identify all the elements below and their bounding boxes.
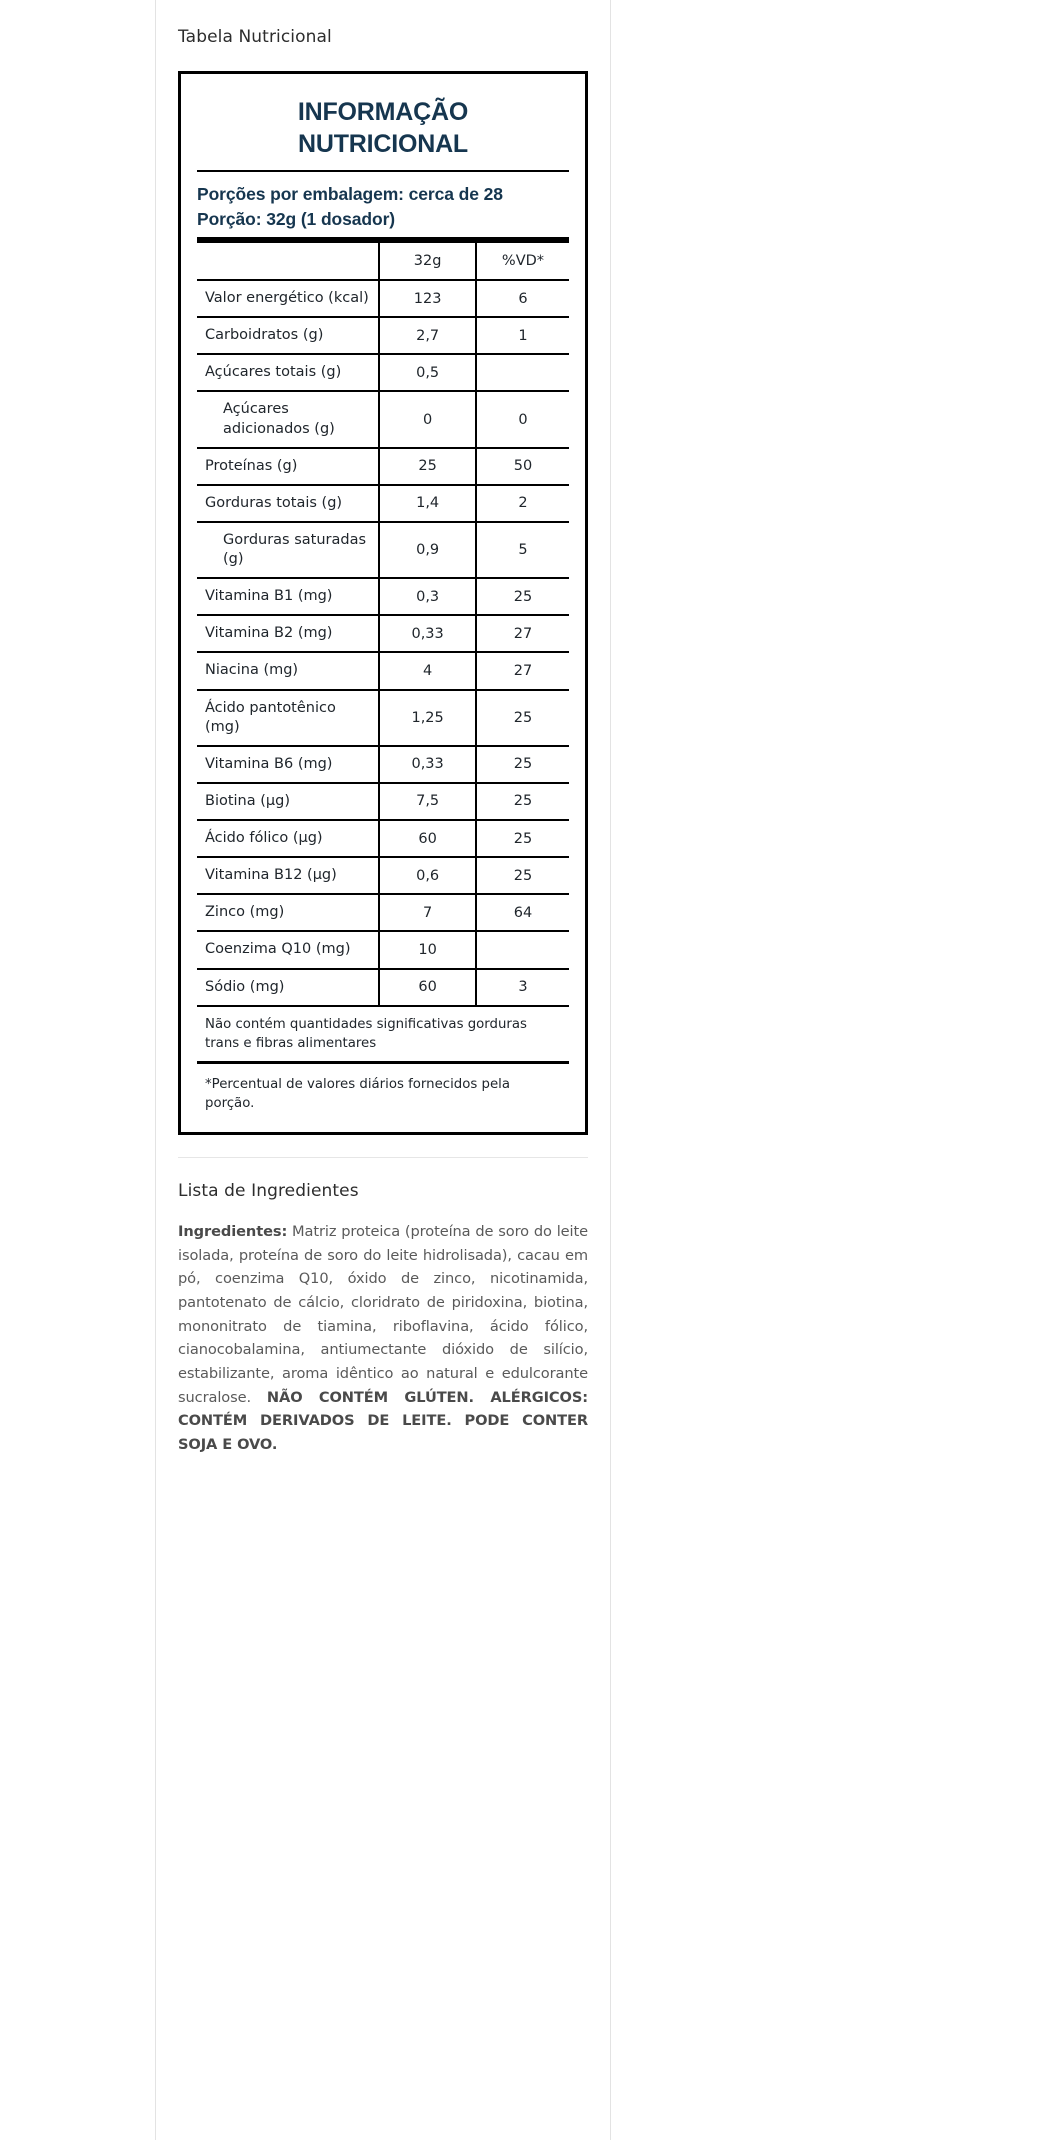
- nutrition-facts-box: [178, 71, 588, 1135]
- nutrition-facts-title: [197, 92, 569, 170]
- table-row: [197, 485, 569, 522]
- nutrition-facts-title-line2: NUTRICIONAL: [297, 130, 468, 158]
- nutrient-label: Açúcares adicionados (g): [197, 391, 379, 447]
- nutrient-label: Valor energético (kcal): [197, 280, 379, 317]
- product-info-panel: [155, 0, 611, 2140]
- nutrient-amount: 0,5: [379, 354, 476, 391]
- table-row: [197, 578, 569, 615]
- table-row: [197, 746, 569, 783]
- serving-info: [197, 182, 569, 231]
- column-header-daily-value: %VD*: [476, 243, 569, 280]
- nutrient-label: Vitamina B12 (µg): [197, 857, 379, 894]
- nutrient-daily-value: 6: [476, 280, 569, 317]
- nutrient-label: Niacina (mg): [197, 652, 379, 689]
- table-row: [197, 783, 569, 820]
- table-row: [197, 448, 569, 485]
- nutrient-daily-value: 50: [476, 448, 569, 485]
- servings-per-package: Porções por embalagem: cerca de 28: [197, 184, 503, 204]
- table-row: [197, 522, 569, 578]
- nutrient-amount: 1,4: [379, 485, 476, 522]
- nutrient-amount: 7,5: [379, 783, 476, 820]
- column-header-amount: 32g: [379, 243, 476, 280]
- ingredients-paragraph: [178, 1220, 588, 1456]
- nutrient-amount: 123: [379, 280, 476, 317]
- nutrient-daily-value: 25: [476, 857, 569, 894]
- nutrient-label: Proteínas (g): [197, 448, 379, 485]
- table-row: [197, 931, 569, 968]
- nutrient-amount: 60: [379, 969, 476, 1006]
- nutrient-amount: 10: [379, 931, 476, 968]
- table-row: [197, 690, 569, 746]
- nutrient-label: Biotina (µg): [197, 783, 379, 820]
- nutrient-daily-value: 5: [476, 522, 569, 578]
- nutrient-daily-value: 25: [476, 820, 569, 857]
- table-row: [197, 280, 569, 317]
- nutrient-amount: 7: [379, 894, 476, 931]
- nutrient-label: Gorduras saturadas (g): [197, 522, 379, 578]
- nutrient-amount: 60: [379, 820, 476, 857]
- nutrient-amount: 0,33: [379, 746, 476, 783]
- nutrition-facts-table-body: [197, 280, 569, 1006]
- nutrient-daily-value: 64: [476, 894, 569, 931]
- table-header-row: [197, 243, 569, 280]
- table-row: [197, 857, 569, 894]
- ingredients-label: Ingredientes:: [178, 1223, 288, 1241]
- table-row: [197, 652, 569, 689]
- nutrient-label: Sódio (mg): [197, 969, 379, 1006]
- nutrient-daily-value: 1: [476, 317, 569, 354]
- nutrient-label: Açúcares totais (g): [197, 354, 379, 391]
- title-divider: [197, 170, 569, 172]
- ingredients-text: Matriz proteica (proteína de soro do leite isolada, proteína de soro do leite hidrolisada), cacau em pó, coenzima Q10, óxido de zinco, nicotinamida, pantotenato de cálcio, cloridrato de piridoxina, biotina, mononitrato de tiamina, riboflavina, ácido fólico, cianocobalamina, antiumectante dióxido de silício, estabilizante, aroma idêntico ao natural e edulcorante sucralose.: [178, 1223, 588, 1406]
- table-row: [197, 615, 569, 652]
- table-row: [197, 391, 569, 447]
- nutrition-facts-table: [197, 243, 569, 1007]
- nutrient-amount: 1,25: [379, 690, 476, 746]
- nutrient-daily-value: 25: [476, 783, 569, 820]
- nutrient-amount: 0: [379, 391, 476, 447]
- nutrient-daily-value: 27: [476, 615, 569, 652]
- daily-value-footnote: *Percentual de valores diários fornecidos pela porção.: [205, 1077, 510, 1112]
- section-divider: [178, 1157, 588, 1158]
- column-header-label: [197, 243, 379, 280]
- nutrient-amount: 25: [379, 448, 476, 485]
- nutrient-amount: 0,3: [379, 578, 476, 615]
- nutrient-label: Gorduras totais (g): [197, 485, 379, 522]
- nutrient-label: Ácido pantotênico (mg): [197, 690, 379, 746]
- table-row: [197, 969, 569, 1006]
- nutrient-daily-value: 25: [476, 746, 569, 783]
- nutrient-daily-value: [476, 354, 569, 391]
- table-row: [197, 317, 569, 354]
- nutrient-amount: 0,6: [379, 857, 476, 894]
- nutrient-label: Ácido fólico (µg): [197, 820, 379, 857]
- table-row: [197, 354, 569, 391]
- nutrient-label: Vitamina B1 (mg): [197, 578, 379, 615]
- nutrient-daily-value: 25: [476, 578, 569, 615]
- nutrient-amount: 0,9: [379, 522, 476, 578]
- serving-size: Porção: 32g (1 dosador): [197, 208, 396, 229]
- nutrient-label: Vitamina B6 (mg): [197, 746, 379, 783]
- nutrition-note: Não contém quantidades significativas gorduras trans e fibras alimentares: [205, 1016, 527, 1051]
- nutrient-label: Coenzima Q10 (mg): [197, 931, 379, 968]
- nutrient-label: Carboidratos (g): [197, 317, 379, 354]
- nutrient-amount: 2,7: [379, 317, 476, 354]
- table-row: [197, 820, 569, 857]
- table-row: [197, 894, 569, 931]
- nutrient-label: Vitamina B2 (mg): [197, 615, 379, 652]
- nutrient-amount: 0,33: [379, 615, 476, 652]
- nutrient-daily-value: 0: [476, 391, 569, 447]
- nutrient-daily-value: 2: [476, 485, 569, 522]
- nutrient-amount: 4: [379, 652, 476, 689]
- nutrient-daily-value: 27: [476, 652, 569, 689]
- nutrient-label: Zinco (mg): [197, 894, 379, 931]
- nutrient-daily-value: [476, 931, 569, 968]
- ingredients-section-heading: Lista de Ingredientes: [178, 1181, 359, 1202]
- nutrition-facts-title-line1: INFORMAÇÃO: [297, 98, 469, 126]
- nutrient-daily-value: 25: [476, 690, 569, 746]
- nutrition-section-heading: Tabela Nutricional: [178, 27, 332, 47]
- allergen-warning: NÃO CONTÉM GLÚTEN. ALÉRGICOS: CONTÉM DERIVADOS DE LEITE. PODE CONTER SOJA E OVO.: [178, 1388, 588, 1453]
- nutrient-daily-value: 3: [476, 969, 569, 1006]
